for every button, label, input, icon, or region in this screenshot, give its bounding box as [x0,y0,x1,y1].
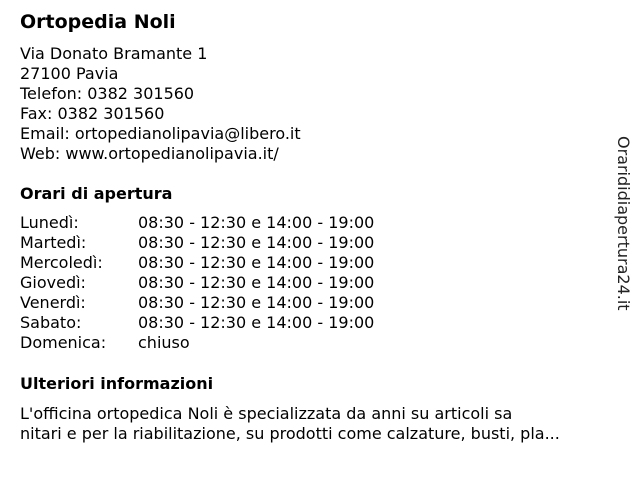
time-value: chiuso [138,333,190,352]
description-line: nitari e per la riabilitazione, su prodotti come calzature, busti, pla... [20,424,560,443]
fax-line: Fax: 0382 301560 [20,104,165,123]
day-label: Mercoledì: [20,253,103,272]
time-value: 08:30 - 12:30 e 14:00 - 19:00 [138,293,375,312]
phone-line[interactable]: Telefon: 0382 301560 [20,84,195,103]
day-label: Giovedì: [20,273,86,292]
address-line: Via Donato Bramante 1 [20,44,208,63]
time-value: 08:30 - 12:30 e 14:00 - 19:00 [138,253,375,272]
site-watermark: Orarididiapertura24.it [614,136,633,311]
time-value: 08:30 - 12:30 e 14:00 - 19:00 [138,233,375,252]
further-info-heading: Ulteriori informazioni [20,374,214,393]
email-line[interactable]: Email: ortopedianolipavia@libero.it [20,124,301,143]
day-label: Venerdì: [20,293,86,312]
business-description [20,404,620,444]
day-label: Domenica: [20,333,107,352]
city-line: 27100 Pavia [20,64,119,83]
description-line: L'officina ortopedica Noli è specializzata da anni su articoli sa [20,404,513,423]
contact-block [20,44,301,164]
web-line[interactable]: Web: www.ortopedianolipavia.it/ [20,144,279,163]
day-label: Martedì: [20,233,87,252]
time-value: 08:30 - 12:30 e 14:00 - 19:00 [138,313,375,332]
day-label: Lunedì: [20,213,79,232]
time-value: 08:30 - 12:30 e 14:00 - 19:00 [138,213,375,232]
business-name: Ortopedia Noli [20,11,176,33]
day-label: Sabato: [20,313,82,332]
time-value: 08:30 - 12:30 e 14:00 - 19:00 [138,273,375,292]
opening-hours-heading: Orari di apertura [20,184,173,203]
